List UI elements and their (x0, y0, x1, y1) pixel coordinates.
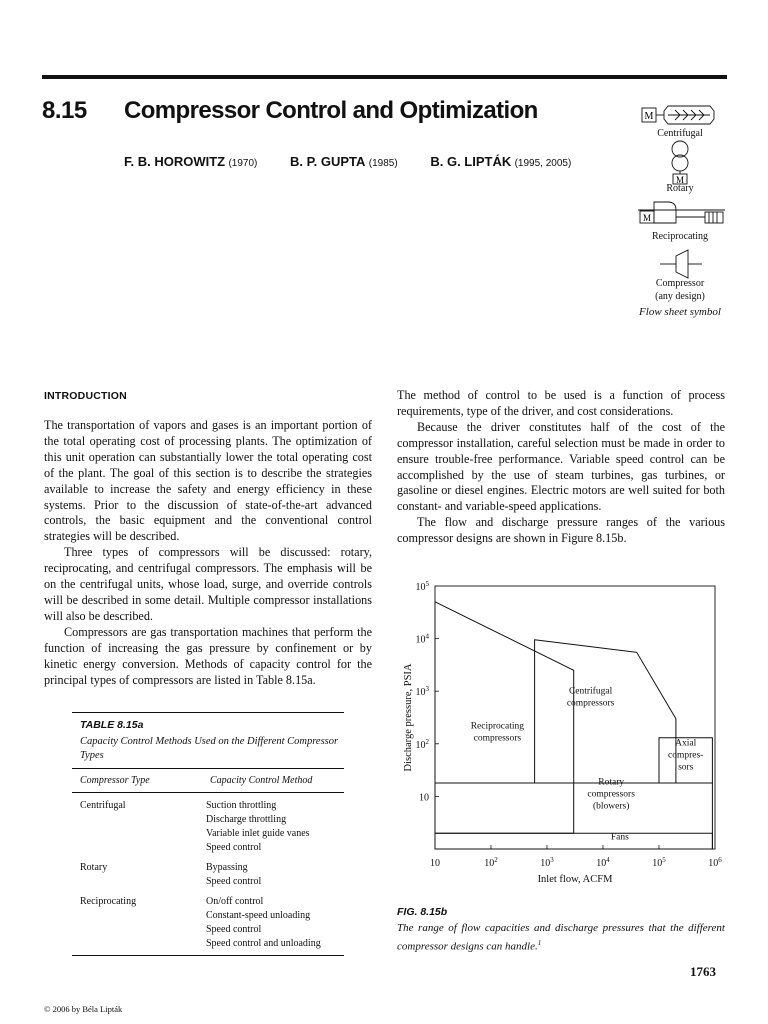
table-row (72, 799, 344, 855)
table-row (72, 895, 344, 951)
control-method: On/off control (206, 896, 264, 907)
region-label: Rotary (598, 777, 625, 788)
motor-letter: M (642, 213, 652, 223)
region-label: compressors (587, 789, 635, 800)
paragraph: Because the driver constitutes half of the cost of the compressor installation, careful selection must be made in order to ensure trouble-free performance. Variable speed control can be accomplished by the use of steam turbines, gas turbines, or gasoline or diesel engines. Electric motors are well suited for both constant- and variable-speed applications. (397, 419, 725, 514)
plot-frame (435, 586, 715, 849)
table-row (72, 861, 344, 889)
reciprocating-symbol-icon (638, 202, 725, 223)
author-years: (1985) (368, 158, 398, 169)
motor-letter: M (675, 175, 685, 185)
column-header: Capacity Control Method (210, 775, 313, 786)
control-method-cell (206, 861, 344, 889)
paragraph: The flow and discharge pressure ranges of the various compressor designs are shown in Figure 8.15b. (397, 515, 725, 546)
top-rule (42, 75, 727, 79)
page-number: 1763 (690, 964, 716, 979)
rotary-label: Rotary (666, 183, 694, 194)
control-method: Variable inlet guide vanes (206, 828, 310, 839)
capacity-control-table (72, 712, 344, 956)
y-tick-label: 10 (419, 792, 429, 804)
region-fans (435, 833, 712, 849)
caption-text: The range of flow capacities and discharge pressures that the different compressor designs can handle. (397, 922, 725, 953)
x-tick-label: $10^6$ (708, 856, 722, 869)
centrifugal-label: Centrifugal (657, 128, 703, 139)
compressor-type-cell: Centrifugal (80, 800, 126, 811)
region-label: Fans (610, 832, 629, 843)
left-column-text (44, 418, 372, 688)
compressor-type-cell: Reciprocating (80, 896, 137, 907)
section-number: 8.15 (42, 97, 87, 124)
paragraph: The method of control to be used is a function of process requirements, type of the driver, and cost considerations. (397, 388, 725, 418)
region-reciprocating-compressors (435, 602, 574, 833)
region-label: compressors (566, 698, 615, 709)
y-tick-label: $10^3$ (415, 685, 429, 699)
compressor-label: Compressor (655, 278, 705, 289)
copyright: © 2006 by Béla Lipták (44, 1004, 123, 1014)
y-axis-label: Discharge pressure, PSIA (403, 663, 414, 772)
control-method: Constant-speed unloading (206, 910, 311, 921)
flow-sheet-symbols (620, 100, 740, 330)
column-header: Compressor Type (80, 775, 150, 786)
region-label: compres- (668, 750, 704, 761)
compressor-type-cell: Rotary (80, 862, 108, 873)
author-list (124, 154, 604, 169)
table-header-row (72, 768, 344, 793)
y-tick-label: $10^5$ (415, 580, 429, 593)
control-method: Speed control (206, 876, 262, 887)
paragraph: Compressors are gas transportation machines that perform the function of increasing the gas pressure by confinement or by kinetic energy conversion. Methods of capacity control for the principal types of compressors are listed in Table 8.15a. (44, 624, 372, 687)
region-label: sors (678, 762, 694, 773)
section-title: Compressor Control and Optimization (124, 97, 538, 124)
region-label: Reciprocating (470, 721, 525, 732)
author-years: (1995, 2005) (514, 158, 572, 169)
right-column-text (397, 388, 725, 547)
control-method: Speed control (206, 842, 262, 853)
control-method: Bypassing (206, 862, 248, 873)
control-method-cell (206, 799, 344, 855)
control-method: Suction throttling (206, 800, 277, 811)
figure-label: FIG. 8.15b (397, 906, 448, 918)
y-tick-label: $10^2$ (415, 737, 429, 751)
paragraph: Three types of compressors will be discussed: rotary, reciprocating, and centrifugal compressors. The emphasis will be on the centrifugal units, whose load, surge, and override controls will be described in some detail. Multiple compressor installations will also be described. (44, 545, 372, 623)
region-label: compressors (473, 733, 522, 744)
compressor-any-design-icon (660, 250, 702, 278)
x-axis-label: Inlet flow, ACFM (537, 874, 613, 885)
reciprocating-label: Reciprocating (651, 231, 709, 242)
author-name: B. G. LIPTÁK (430, 154, 512, 169)
author-name: B. P. GUPTA (290, 154, 366, 169)
region-label: Centrifugal (568, 686, 613, 697)
table-label: TABLE 8.15a (80, 719, 144, 731)
author-years: (1970) (228, 158, 258, 169)
paragraph: The transportation of vapors and gases is an important portion of the total operating cost of processing plants. The optimization of this unit operation can substantially lower the total operating cost of the plant. The goal of this section is to describe the strategies available to increase the safety and energy efficiency in these systems. Prior to the discussion of state-of-the-art advanced controls, the basic equipment and the conventional control strategies will be described. (44, 418, 372, 544)
compressor-range-chart (390, 574, 730, 900)
introduction-heading: INTRODUCTION (44, 390, 127, 402)
control-method: Speed control (206, 924, 262, 935)
x-tick-label: $10^4$ (596, 856, 610, 869)
author-name: F. B. HOROWITZ (124, 154, 226, 169)
table-subtitle: Capacity Control Methods Used on the Different Compressor Types (80, 736, 339, 761)
motor-letter: M (644, 111, 654, 122)
control-method: Speed control and unloading (206, 938, 321, 949)
x-tick-label: $10^3$ (540, 856, 554, 869)
control-method-cell (206, 895, 344, 951)
x-tick-label: $10^2$ (484, 856, 498, 869)
caption-reference: 1 (537, 939, 542, 947)
chart-svg (390, 574, 730, 900)
x-tick-label: 10 (430, 858, 440, 869)
region-label: Axial (675, 738, 697, 749)
figure-caption (397, 921, 725, 955)
y-tick-label: $10^4$ (415, 632, 429, 646)
compressor-sub-label: (any design) (655, 291, 705, 302)
region-label: (blowers) (592, 801, 630, 812)
flow-sheet-caption: Flow sheet symbol (639, 306, 721, 318)
x-tick-label: $10^5$ (652, 856, 666, 869)
control-method: Discharge throttling (206, 814, 287, 825)
